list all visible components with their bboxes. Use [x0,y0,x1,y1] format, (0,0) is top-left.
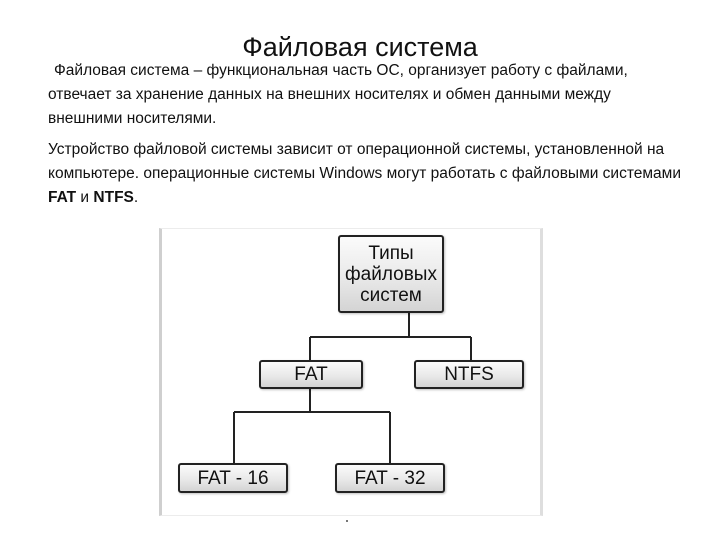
connector-root-to-children [310,313,471,360]
definition-paragraph [48,59,688,131]
diagram-node-fat32: FAT - 32 [335,463,445,493]
description-paragraph [48,138,688,210]
ntfs-bold-term: NTFS [93,189,134,206]
diagram-node-fat16: FAT - 16 [178,463,288,493]
diagram-node-fat: FAT [259,360,363,389]
file-system-types-diagram [159,228,543,516]
root-line-2: файловых [345,263,437,285]
diagram-node-root [338,235,444,313]
diagram-node-ntfs: NTFS [414,360,524,389]
connector-fat-to-subtypes [234,389,390,463]
root-line-1: Типы [368,242,414,264]
fat-bold-term: FAT [48,189,77,206]
slide-dot-mark [346,520,348,522]
slide-title: Файловая система [242,32,478,62]
root-line-3: систем [360,284,422,306]
definition-text: – функциональная часть ОС, организует работу с файлами, отвечает за хранение данных на внешних носителях и обмен данными между внешними носителями. [48,62,628,127]
definition-term: Файловая система [54,62,190,79]
description-text: Устройство файловой системы зависит от операционной системы, установленной на компьютере. операционные системы Windows могут работать с файловыми системами [48,141,681,182]
paragraph-end: . [133,189,139,206]
conjunction-text: и [76,189,94,206]
